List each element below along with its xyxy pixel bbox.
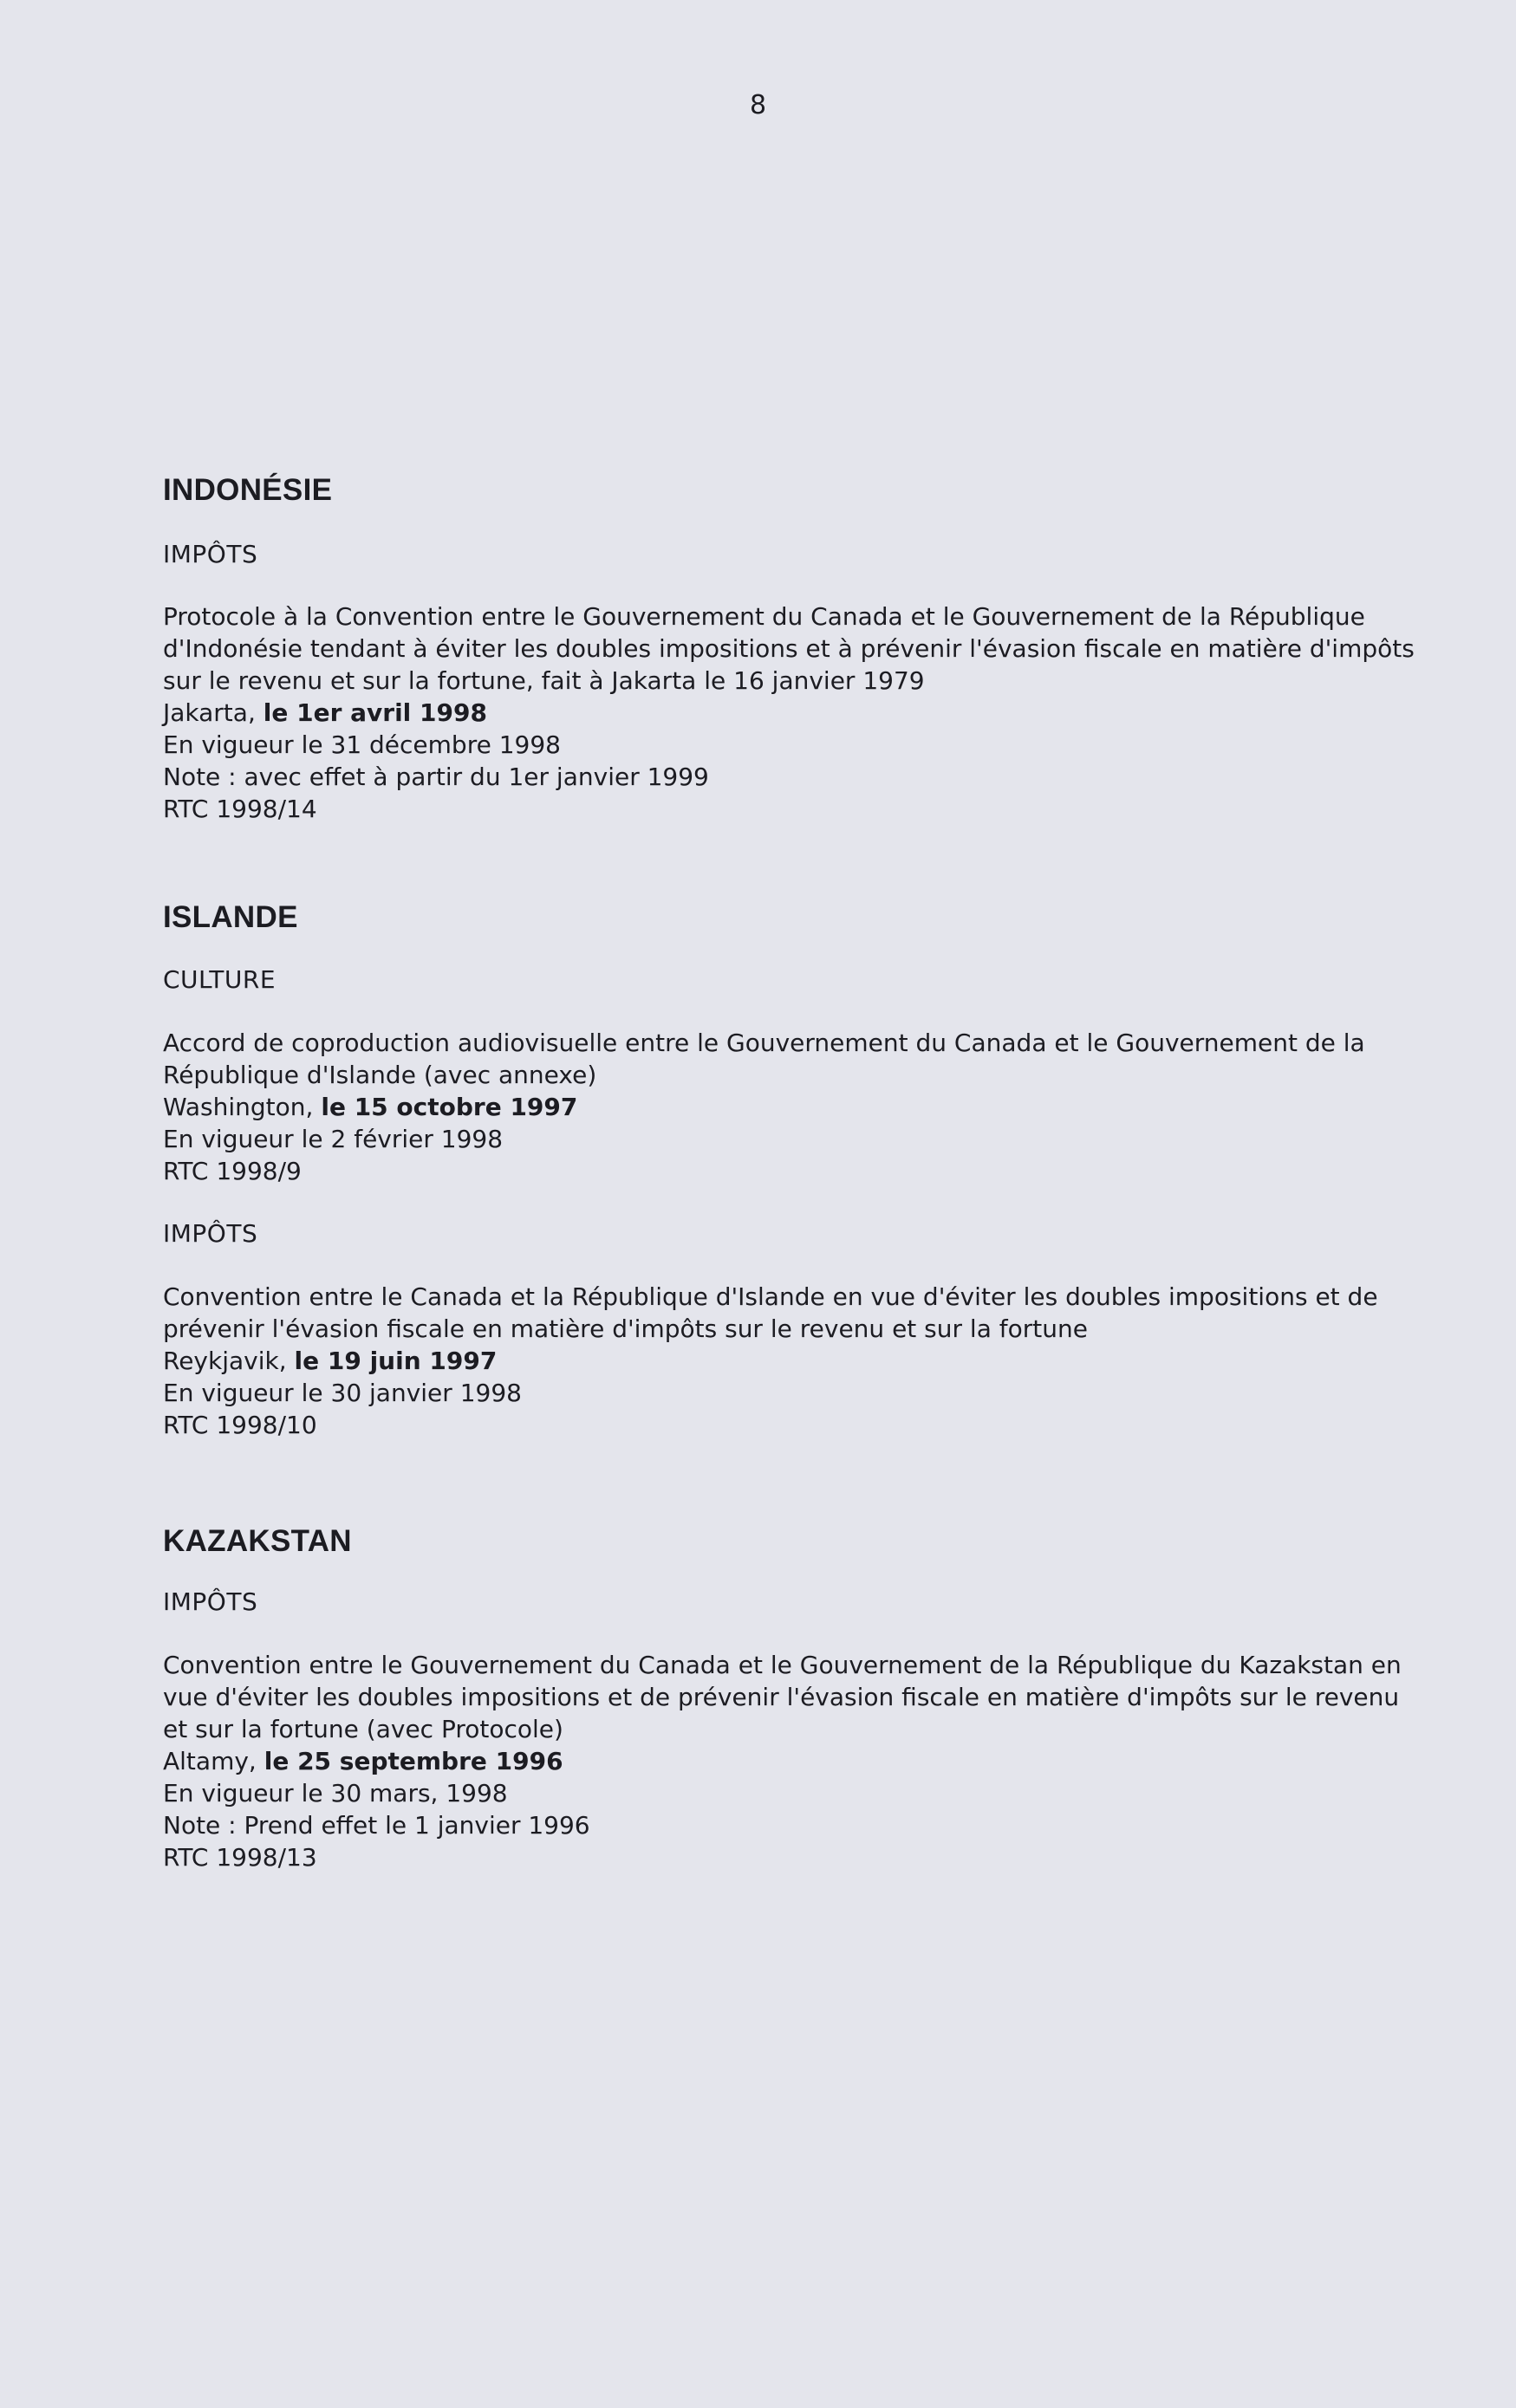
treaty-in-force: En vigueur le 30 janvier 1998	[163, 1379, 522, 1407]
country-heading: KAZAKSTAN	[163, 1524, 352, 1558]
treaty-signing	[163, 1745, 1420, 1777]
category-label: IMPÔTS	[163, 540, 258, 568]
country-heading: INDONÉSIE	[163, 473, 333, 507]
treaty-title: Convention entre le Canada et la République d'Islande en vue d'éviter les doubles impositions et de prévenir l'évasion fiscale en matière d'impôts sur le revenu et sur la fortune	[163, 1282, 1378, 1343]
treaty-title: Convention entre le Gouvernement du Canada et le Gouvernement de la République du Kazakstan en vue d'éviter les doubles impositions et de prévenir l'évasion fiscale en matière d'impôts sur le revenu et sur la fortune (avec Protocole)	[163, 1651, 1402, 1743]
category-label: IMPÔTS	[163, 1587, 258, 1616]
treaty-signing	[163, 1091, 1420, 1123]
treaty-signing	[163, 697, 1420, 729]
category-label: CULTURE	[163, 965, 277, 994]
country-section-indonesie	[163, 468, 1420, 825]
treaty-entry	[163, 1281, 1420, 1441]
treaty-entry	[163, 1649, 1420, 1873]
treaty-date: le 25 septembre 1996	[264, 1747, 563, 1775]
treaty-in-force: En vigueur le 31 décembre 1998	[163, 730, 561, 759]
treaty-title: Protocole à la Convention entre le Gouvernement du Canada et le Gouvernement de la République d'Indonésie tendant à éviter les doubles impositions et à prévenir l'évasion fiscale en matière d'impôts sur le revenu et sur la fortune, fait à Jakarta le 16 janvier 1979	[163, 602, 1415, 695]
treaty-title: Accord de coproduction audiovisuelle entre le Gouvernement du Canada et le Gouvernement de la République d'Islande (avec annexe)	[163, 1029, 1365, 1089]
treaty-signing	[163, 1345, 1420, 1377]
treaty-date: le 15 octobre 1997	[321, 1093, 578, 1121]
treaty-place: Jakarta,	[163, 698, 256, 727]
category-label: IMPÔTS	[163, 1219, 258, 1248]
treaty-entry	[163, 1027, 1420, 1187]
treaty-rtc: RTC 1998/9	[163, 1157, 302, 1185]
treaty-note: Note : avec effet à partir du 1er janvier 1999	[163, 763, 709, 791]
country-heading: ISLANDE	[163, 900, 298, 934]
treaty-entry	[163, 600, 1420, 825]
treaty-place: Washington,	[163, 1093, 314, 1121]
treaty-place: Reykjavik,	[163, 1347, 287, 1375]
treaty-place: Altamy,	[163, 1747, 257, 1775]
treaty-rtc: RTC 1998/14	[163, 795, 317, 823]
treaty-in-force: En vigueur le 30 mars, 1998	[163, 1779, 508, 1808]
treaty-date: le 19 juin 1997	[294, 1347, 498, 1375]
treaty-note: Note : Prend effet le 1 janvier 1996	[163, 1811, 590, 1840]
country-section-kazakstan	[163, 1519, 1420, 1873]
treaty-rtc: RTC 1998/10	[163, 1411, 317, 1439]
country-section-islande	[163, 895, 1420, 1441]
treaty-date: le 1er avril 1998	[263, 698, 487, 727]
page-number: 8	[749, 90, 767, 120]
treaty-rtc: RTC 1998/13	[163, 1843, 317, 1872]
treaty-in-force: En vigueur le 2 février 1998	[163, 1125, 504, 1153]
